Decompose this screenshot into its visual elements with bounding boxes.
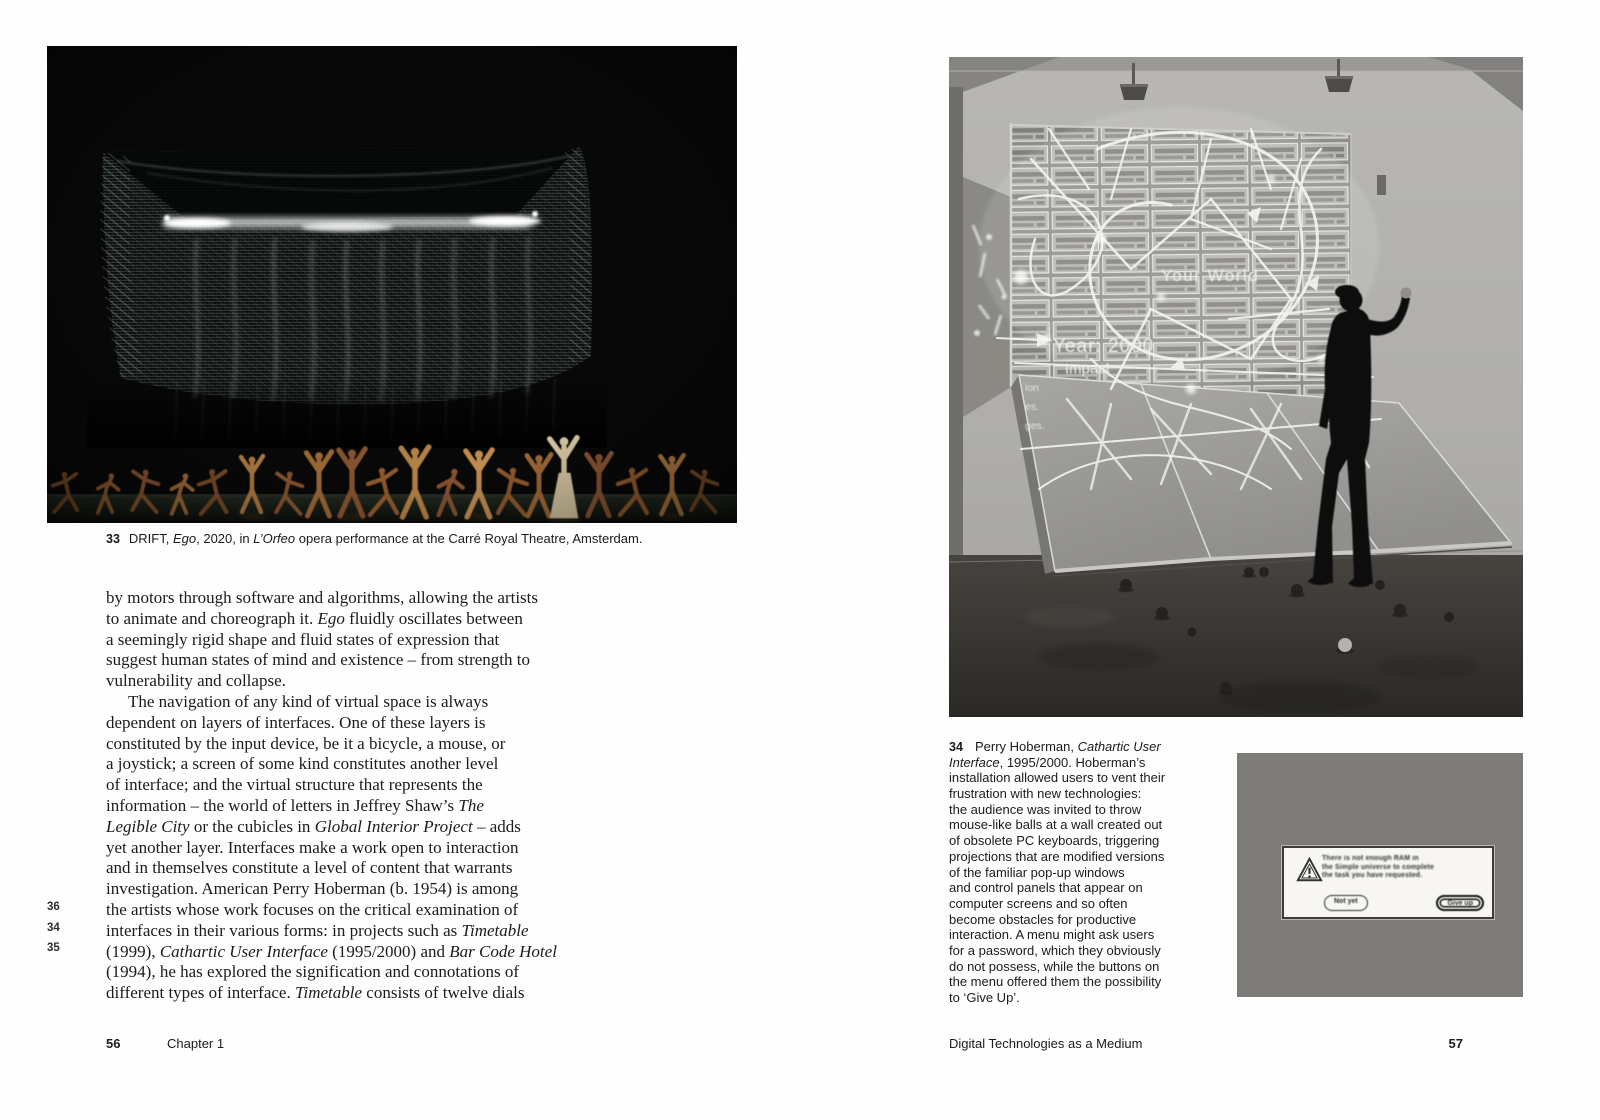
body-text-line: to animate and choreograph it. Ego fluidly oscillates between bbox=[106, 608, 523, 628]
footer-left bbox=[106, 1036, 225, 1051]
body-text-line: Legible City or the cubicles in Global Interior Project – adds bbox=[106, 816, 521, 836]
alert-button-left: Not yet bbox=[1324, 895, 1368, 911]
caption-line: frustration with new technologies: bbox=[949, 786, 1142, 802]
caption-line: for a password, which they obviously bbox=[949, 942, 1161, 958]
photo-cathartic-user-interface bbox=[949, 57, 1523, 717]
caption-line: do not possess, while the buttons on bbox=[949, 958, 1160, 974]
body-text-line: different types of interface. Timetable consists of twelve dials bbox=[106, 983, 525, 1003]
caption-line: projections that are modified versions bbox=[949, 848, 1165, 864]
projected-text-fragment: es. bbox=[1025, 401, 1040, 413]
margin-ref: 36 bbox=[47, 901, 60, 913]
caption-line: the audience was invited to throw bbox=[949, 801, 1142, 817]
body-text-line: (1999), Cathartic User Interface (1995/2000) and Bar Code Hotel bbox=[106, 941, 557, 961]
alert-message-line: There is not enough RAM in bbox=[1322, 855, 1419, 862]
body-text-line: information – the world of letters in Jeffrey Shaw’s The bbox=[106, 795, 484, 815]
caption-line: Interface, 1995/2000. Hoberman’s bbox=[949, 754, 1146, 770]
body-text-line: dependent on layers of interfaces. One of these layers is bbox=[106, 712, 486, 732]
caption-line: become obstacles for productive bbox=[949, 911, 1137, 927]
caption-text: DRIFT, Ego, 2020, in L’Orfeo opera performance at the Carré Royal Theatre, Amsterdam. bbox=[128, 531, 643, 546]
projected-text-impact: Impact bbox=[1064, 359, 1111, 378]
caption-line: to ‘Give Up’. bbox=[949, 990, 1020, 1005]
alert-message-line: the Simple universe to complete bbox=[1322, 863, 1435, 871]
alert-message bbox=[1322, 855, 1492, 881]
caption-line: of the familiar pop-up windows bbox=[949, 864, 1125, 880]
alert-dialog-image bbox=[1282, 846, 1494, 919]
figure-number: 34 bbox=[949, 740, 963, 754]
body-text-line: of interface; and the virtual structure that represents the bbox=[106, 775, 483, 795]
body-text-column bbox=[106, 588, 666, 1004]
caption-line: and control panels that appear on bbox=[949, 880, 1143, 896]
body-text-line: interfaces in their various forms: in projects such as Timetable bbox=[106, 920, 529, 940]
body-text-line: suggest human states of mind and existence – from strength to bbox=[106, 650, 530, 670]
body-text-line: constituted by the input device, be it a bicycle, a mouse, or bbox=[106, 733, 506, 753]
caption-line: the menu offered them the possibility bbox=[949, 974, 1162, 990]
body-text-line: investigation. American Perry Hoberman (b. 1954) is among bbox=[106, 879, 519, 899]
held-ball bbox=[1401, 288, 1412, 299]
body-text-line: a joystick; a screen of some kind constitutes another level bbox=[106, 754, 499, 774]
margin-ref: 34 bbox=[47, 922, 60, 934]
light-ball bbox=[1338, 638, 1352, 652]
installation-photo-illustration bbox=[949, 57, 1523, 717]
projected-text-fragment: ion bbox=[1025, 382, 1040, 394]
page-number-left: 56 bbox=[106, 1036, 121, 1051]
body-text-line: The navigation of any kind of virtual space is always bbox=[128, 691, 489, 711]
running-head-right: Digital Technologies as a Medium bbox=[949, 1036, 1143, 1051]
gallery-floor bbox=[949, 551, 1523, 717]
caption-figure-34 bbox=[949, 739, 1199, 1006]
caption-line: of obsolete PC keyboards, triggering bbox=[949, 833, 1160, 849]
caption-figure-33 bbox=[106, 530, 746, 548]
alert-message-line: the task you have requested. bbox=[1322, 872, 1423, 880]
body-text-line: yet another layer. Interfaces make a work open to interaction bbox=[106, 837, 519, 857]
body-text-line: and in themselves constitute a level of content that warrants bbox=[106, 858, 513, 878]
projected-text-fragment: ges. bbox=[1025, 420, 1045, 432]
body-text-line: by motors through software and algorithms, allowing the artists bbox=[106, 588, 539, 607]
projected-text-your-world: Your World bbox=[1161, 266, 1260, 285]
photo-drift-ego-performance bbox=[47, 46, 737, 523]
wall-fixture bbox=[1377, 175, 1386, 195]
caption-line: computer screens and so often bbox=[949, 895, 1128, 911]
body-text-line: a seemingly rigid shape and fluid states of expression that bbox=[106, 629, 500, 649]
caption-line: interaction. A menu might ask users bbox=[949, 927, 1155, 943]
caption-lines bbox=[949, 739, 1199, 1006]
alert-button-right: Give up bbox=[1436, 895, 1484, 911]
body-text-line: the artists whose work focuses on the critical examination of bbox=[106, 899, 519, 919]
stage-photo-illustration bbox=[47, 46, 737, 523]
body-text-line: vulnerability and collapse. bbox=[106, 671, 286, 691]
caption-line: Perry Hoberman, Cathartic User bbox=[975, 739, 1161, 754]
inset-dialog-artwork bbox=[1237, 753, 1523, 997]
warning-triangle-icon bbox=[1284, 848, 1322, 917]
running-head-left: Chapter 1 bbox=[167, 1036, 225, 1051]
caption-line: installation allowed users to vent their bbox=[949, 770, 1166, 786]
caption-line: mouse-like balls at a wall created out bbox=[949, 817, 1163, 833]
page-number-right: 57 bbox=[1448, 1036, 1463, 1051]
projected-text-year-2000: Year: 2000 bbox=[1053, 336, 1155, 357]
body-text-line: (1994), he has explored the signification and connotations of bbox=[106, 962, 520, 982]
margin-ref: 35 bbox=[47, 942, 60, 954]
figure-number: 33 bbox=[106, 532, 120, 546]
